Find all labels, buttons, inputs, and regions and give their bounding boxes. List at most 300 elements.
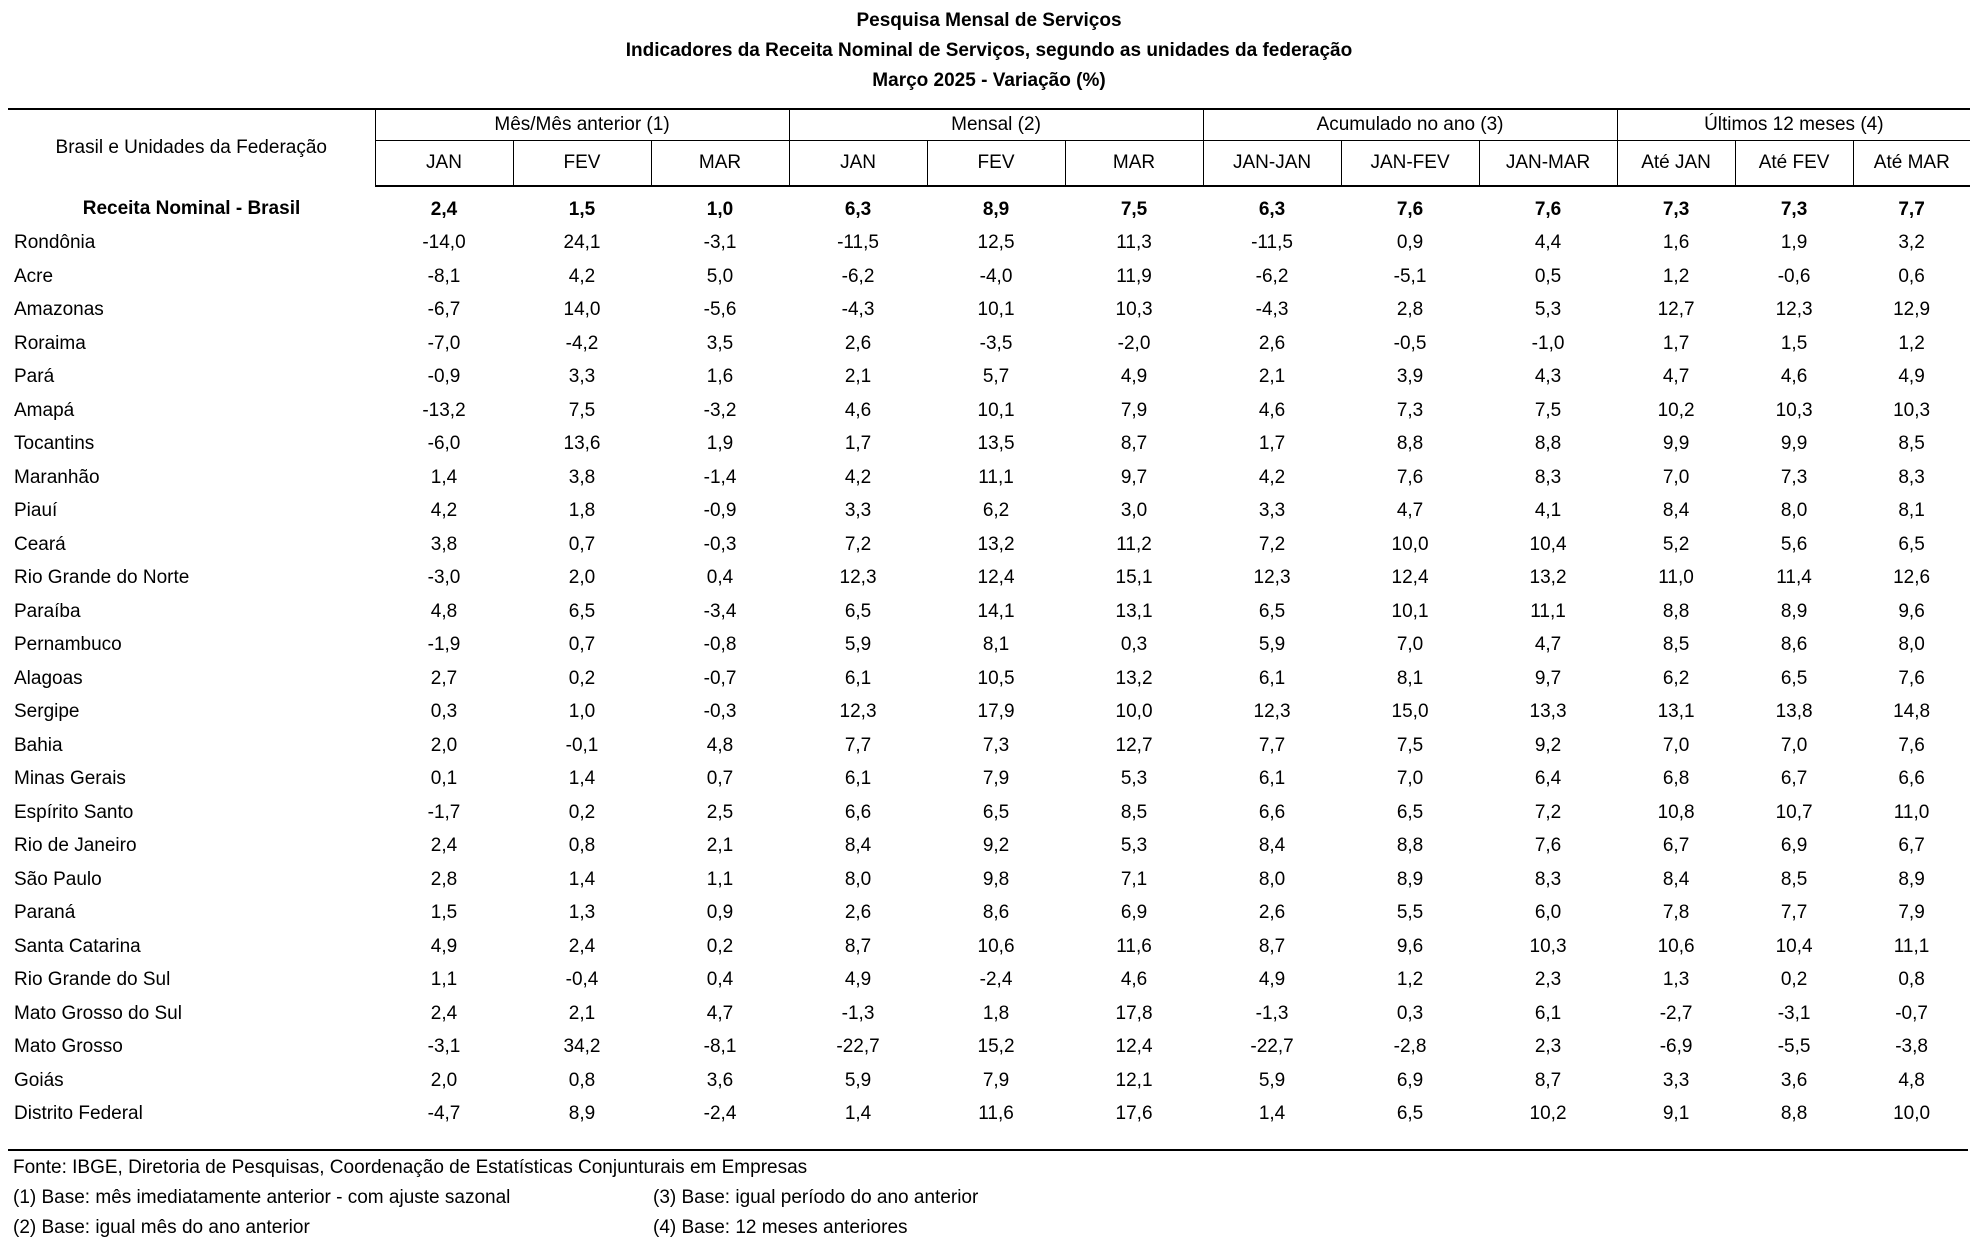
table-cell: 9,1: [1662, 1103, 1690, 1125]
table-cell: 6,0: [1534, 902, 1562, 924]
table-cell: 4,9: [1258, 969, 1286, 991]
table-cell: 4,2: [844, 466, 872, 488]
table-cell: 4,2: [568, 265, 596, 287]
row-label: Tocantins: [14, 433, 95, 455]
header-group-mensal: Mensal (2): [789, 109, 1203, 141]
table-footer: [13, 1153, 979, 1243]
table-cell: -6,2: [1255, 265, 1289, 287]
table-cell: 8,3: [1534, 868, 1562, 890]
table-cell: 10,3: [1115, 299, 1153, 321]
table-cell: 6,3: [1258, 198, 1286, 220]
table-cell: 4,8: [706, 734, 734, 756]
table-cell: 1,7: [1662, 332, 1690, 354]
table-row: [8, 227, 1970, 261]
table-cell: 5,9: [844, 634, 872, 656]
table-cell: 2,4: [430, 835, 458, 857]
table-cell: 4,9: [1120, 366, 1148, 388]
table-cell: 15,1: [1115, 567, 1153, 589]
table-cell: 1,5: [1780, 332, 1808, 354]
table-cell: 4,1: [1534, 500, 1562, 522]
table-cell: 17,6: [1115, 1103, 1153, 1125]
row-label: Ceará: [14, 533, 66, 555]
table-cell: 11,6: [1116, 935, 1152, 957]
table-cell: 11,0: [1893, 801, 1930, 823]
table-row: [8, 863, 1970, 897]
header-group-row: [8, 109, 1970, 141]
table-cell: 1,4: [568, 768, 596, 790]
row-label: Receita Nominal - Brasil: [82, 198, 301, 220]
table-row: [8, 897, 1970, 931]
table-cell: 11,1: [1530, 600, 1566, 622]
table-cell: 15,0: [1391, 701, 1429, 723]
row-label: Rondônia: [14, 232, 96, 254]
table-cell: 10,1: [1391, 600, 1429, 622]
table-cell: 0,7: [706, 768, 734, 790]
table-cell: -1,4: [703, 466, 737, 488]
row-label: Amazonas: [14, 299, 104, 321]
table-cell: -22,7: [1250, 1036, 1294, 1058]
table-cell: 13,2: [977, 533, 1015, 555]
title-line-2: Indicadores da Receita Nominal de Serviços, segundo as unidades da federação: [625, 40, 1353, 61]
table-cell: 3,0: [1120, 500, 1148, 522]
table-row: [8, 595, 1970, 629]
table-cell: 6,9: [1396, 1069, 1424, 1091]
table-row: [8, 327, 1970, 361]
row-label: Santa Catarina: [14, 935, 141, 957]
table-cell: 9,7: [1120, 466, 1148, 488]
table-row: [8, 562, 1970, 596]
table-cell: 5,3: [1534, 299, 1562, 321]
table-cell: 7,3: [982, 734, 1010, 756]
row-label: Minas Gerais: [14, 768, 126, 790]
table-cell: 9,9: [1662, 433, 1690, 455]
table-cell: 12,3: [1253, 567, 1291, 589]
table-cell: 7,9: [1898, 902, 1925, 924]
row-label: Pará: [14, 366, 55, 388]
table-cell: 4,7: [1662, 366, 1690, 388]
table-cell: 9,9: [1780, 433, 1808, 455]
table-cell: 8,6: [982, 902, 1010, 924]
table-cell: 7,0: [1662, 466, 1690, 488]
table-cell: -0,4: [565, 969, 599, 991]
table-cell: -6,7: [427, 299, 461, 321]
table-row: [8, 696, 1970, 730]
table-cell: 14,1: [977, 600, 1015, 622]
table-cell: 6,5: [1898, 533, 1925, 555]
row-label: Pernambuco: [14, 634, 122, 656]
table-cell: 7,2: [1534, 801, 1562, 823]
table-cell: 0,4: [706, 969, 734, 991]
table-cell: 13,5: [977, 433, 1015, 455]
table-cell: 4,9: [430, 935, 458, 957]
table-row: [8, 629, 1970, 663]
table-cell: 0,3: [1120, 634, 1148, 656]
table-cell: -4,3: [841, 299, 875, 321]
table-cell: 0,8: [568, 1069, 596, 1091]
table-cell: 1,2: [1396, 969, 1424, 991]
table-cell: 0,2: [706, 935, 734, 957]
table-cell: 1,9: [1780, 232, 1808, 254]
table-cell: 11,3: [1116, 232, 1152, 254]
table-cell: 9,6: [1396, 935, 1424, 957]
table-cell: 8,8: [1534, 433, 1562, 455]
table-cell: 10,4: [1529, 533, 1567, 555]
table-cell: 0,2: [1780, 969, 1808, 991]
table-cell: 7,5: [1120, 198, 1148, 220]
table-cell: 12,7: [1115, 734, 1153, 756]
table-cell: 1,4: [568, 868, 596, 890]
table-row: [8, 528, 1970, 562]
table-cell: 5,7: [982, 366, 1010, 388]
table-cell: -11,5: [837, 232, 879, 254]
table-cell: -6,2: [841, 265, 875, 287]
table-cell: 12,4: [1115, 1036, 1153, 1058]
table-cell: 8,8: [1396, 433, 1424, 455]
table-cell: 1,3: [568, 902, 596, 924]
table-cell: -2,0: [1117, 332, 1151, 354]
row-label: Sergipe: [14, 701, 80, 723]
table-cell: 3,6: [706, 1069, 734, 1091]
table-cell: 5,5: [1396, 902, 1424, 924]
table-cell: 10,2: [1657, 399, 1695, 421]
table-cell: -0,6: [1777, 265, 1811, 287]
table-cell: 1,2: [1662, 265, 1690, 287]
table-cell: 8,5: [1120, 801, 1148, 823]
table-cell: 9,2: [982, 835, 1010, 857]
table-row: [8, 1031, 1970, 1065]
table-cell: 6,3: [844, 198, 872, 220]
table-cell: 0,3: [1396, 1002, 1424, 1024]
table-cell: 0,3: [430, 701, 458, 723]
table-cell: 4,7: [1396, 500, 1424, 522]
header-group-mes-mes-anterior: Mês/Mês anterior (1): [375, 109, 789, 141]
table-cell: 8,4: [1662, 868, 1690, 890]
table-cell: 4,3: [1534, 366, 1562, 388]
table-cell: -4,7: [427, 1103, 461, 1125]
footnote-1: (1) Base: mês imediatamente anterior - com ajuste sazonal: [13, 1187, 511, 1208]
table-cell: 11,4: [1776, 567, 1812, 589]
table-cell: 6,5: [1396, 1103, 1424, 1125]
table-cell: 0,9: [706, 902, 734, 924]
table-cell: 7,1: [1120, 868, 1148, 890]
table-cell: 8,8: [1780, 1103, 1808, 1125]
table-cell: 9,6: [1898, 600, 1925, 622]
table-cell: 1,1: [430, 969, 458, 991]
table-cell: 0,9: [1396, 232, 1424, 254]
table-cell: -2,4: [979, 969, 1013, 991]
table-cell: 8,1: [1898, 500, 1925, 522]
table-cell: 1,0: [706, 198, 734, 220]
table-cell: 7,7: [1780, 902, 1808, 924]
table-cell: 7,6: [1534, 198, 1562, 220]
table-row: [8, 495, 1970, 529]
row-label: Espírito Santo: [14, 801, 134, 823]
table-cell: 2,6: [844, 902, 872, 924]
table-cell: 2,5: [706, 801, 734, 823]
header-group-acumulado: Acumulado no ano (3): [1203, 109, 1617, 141]
table-cell: 2,8: [430, 868, 458, 890]
table-cell: 7,3: [1780, 198, 1808, 220]
table-cell: 7,6: [1396, 198, 1424, 220]
table-cell: 10,5: [977, 667, 1015, 689]
table-cell: 0,8: [568, 835, 596, 857]
table-cell: 3,8: [568, 466, 596, 488]
table-cell: 7,2: [844, 533, 872, 555]
table-cell: 13,1: [1115, 600, 1153, 622]
data-table: [8, 108, 1970, 1131]
table-cell: 8,7: [1534, 1069, 1562, 1091]
table-row: [8, 428, 1970, 462]
table-cell: 10,0: [1115, 701, 1153, 723]
table-cell: 8,0: [1258, 868, 1286, 890]
table-cell: -0,7: [703, 667, 737, 689]
table-cell: 13,2: [1115, 667, 1153, 689]
table-cell: 12,3: [1253, 701, 1291, 723]
table-cell: 7,6: [1396, 466, 1424, 488]
table-cell: 8,8: [1396, 835, 1424, 857]
header-sub-col: JAN: [789, 141, 927, 187]
table-cell: 7,9: [1120, 399, 1148, 421]
table-cell: 9,7: [1534, 667, 1562, 689]
table-cell: 10,7: [1775, 801, 1813, 823]
row-label: Mato Grosso do Sul: [14, 1002, 182, 1024]
table-cell: 4,9: [1898, 366, 1925, 388]
footnote-4: (4) Base: 12 meses anteriores: [653, 1217, 908, 1238]
table-cell: 4,2: [1258, 466, 1286, 488]
table-cell: 7,0: [1396, 768, 1424, 790]
table-cell: 3,3: [844, 500, 872, 522]
table-cell: 3,3: [1258, 500, 1286, 522]
table-cell: 7,6: [1898, 734, 1925, 756]
table-cell: 1,1: [706, 868, 734, 890]
table-cell: 8,9: [568, 1103, 596, 1125]
table-cell: 6,9: [1780, 835, 1808, 857]
table-cell: 6,5: [982, 801, 1010, 823]
report-titles: [0, 0, 1978, 96]
table-body: [8, 186, 1970, 1131]
table-row-brasil: [8, 186, 1970, 227]
table-cell: 1,7: [844, 433, 872, 455]
table-cell: 1,5: [568, 198, 596, 220]
table-cell: 5,2: [1662, 533, 1690, 555]
table-cell: 8,7: [844, 935, 872, 957]
table-cell: 4,6: [844, 399, 872, 421]
table-cell: 2,0: [430, 1069, 458, 1091]
table-cell: 1,7: [1258, 433, 1286, 455]
header-group-ultimos-12: Últimos 12 meses (4): [1617, 109, 1970, 141]
title-line-3: Março 2025 - Variação (%): [872, 70, 1106, 91]
table-cell: 10,1: [977, 399, 1015, 421]
table-row: [8, 997, 1970, 1031]
table-cell: 8,9: [1898, 868, 1925, 890]
table-row: [8, 930, 1970, 964]
table-cell: 6,4: [1534, 768, 1562, 790]
table-cell: 8,9: [1396, 868, 1424, 890]
row-label: Goiás: [14, 1069, 64, 1091]
table-cell: 6,2: [1662, 667, 1690, 689]
table-cell: 13,1: [1657, 701, 1695, 723]
table-row: [8, 294, 1970, 328]
table-cell: -1,0: [1531, 332, 1565, 354]
table-cell: 1,5: [430, 902, 458, 924]
table-cell: 0,7: [568, 533, 596, 555]
table-cell: 8,4: [844, 835, 872, 857]
table-cell: -5,1: [1393, 265, 1427, 287]
table-cell: 13,3: [1529, 701, 1567, 723]
table-cell: 3,3: [1662, 1069, 1690, 1091]
table-cell: 17,9: [977, 701, 1015, 723]
table-cell: 11,9: [1116, 265, 1152, 287]
header-sub-col: JAN: [375, 141, 513, 187]
table-cell: -4,3: [1255, 299, 1289, 321]
table-cell: 2,4: [430, 198, 458, 220]
table-cell: 6,6: [844, 801, 872, 823]
table-cell: 15,2: [977, 1036, 1015, 1058]
table-cell: -4,2: [565, 332, 599, 354]
table-cell: 5,9: [1258, 1069, 1286, 1091]
table-cell: -2,4: [703, 1103, 737, 1125]
table-cell: -3,8: [1895, 1036, 1928, 1058]
table-cell: 3,5: [706, 332, 734, 354]
table-cell: 4,6: [1780, 366, 1808, 388]
table-cell: 8,9: [1780, 600, 1808, 622]
table-cell: 17,8: [1115, 1002, 1153, 1024]
table-cell: -3,1: [1777, 1002, 1811, 1024]
table-cell: 5,9: [844, 1069, 872, 1091]
table-cell: 1,4: [844, 1103, 872, 1125]
table-cell: 0,2: [568, 667, 596, 689]
table-cell: 10,2: [1529, 1103, 1567, 1125]
table-cell: 4,7: [1534, 634, 1562, 656]
table-cell: -8,1: [703, 1036, 737, 1058]
table-cell: 2,6: [1258, 332, 1286, 354]
table-cell: 8,5: [1662, 634, 1690, 656]
table-cell: 7,8: [1662, 902, 1690, 924]
table-cell: 1,0: [568, 701, 596, 723]
table-cell: 14,0: [563, 299, 601, 321]
table-cell: -6,9: [1659, 1036, 1693, 1058]
table-row: [8, 729, 1970, 763]
table-cell: 2,8: [1396, 299, 1424, 321]
table-cell: 10,8: [1657, 801, 1695, 823]
table-cell: -11,5: [1251, 232, 1293, 254]
row-label: Amapá: [14, 399, 75, 421]
table-cell: 0,1: [430, 768, 458, 790]
table-cell: 7,3: [1396, 399, 1424, 421]
table-cell: 8,8: [1662, 600, 1690, 622]
table-cell: -0,5: [1393, 332, 1427, 354]
table-row: [8, 830, 1970, 864]
table-cell: -7,0: [427, 332, 461, 354]
table-cell: 10,0: [1391, 533, 1429, 555]
table-cell: 12,4: [977, 567, 1015, 589]
table-bottom-rule: [8, 1149, 1968, 1151]
table-cell: 7,7: [1898, 198, 1925, 220]
table-cell: 12,9: [1893, 299, 1931, 321]
table-cell: -1,9: [427, 634, 461, 656]
table-cell: 0,8: [1898, 969, 1925, 991]
row-label: Mato Grosso: [14, 1036, 123, 1058]
table-cell: 1,3: [1662, 969, 1690, 991]
table-cell: 10,4: [1775, 935, 1813, 957]
header-sub-col: JAN-MAR: [1479, 141, 1617, 187]
table-cell: -0,7: [1895, 1002, 1928, 1024]
table-row: [8, 361, 1970, 395]
row-label: Bahia: [14, 734, 63, 756]
table-cell: 12,3: [1775, 299, 1813, 321]
table-cell: 3,2: [1898, 232, 1925, 254]
table-cell: -4,0: [979, 265, 1013, 287]
table-cell: 0,5: [1534, 265, 1562, 287]
table-cell: 4,8: [430, 600, 458, 622]
header-sub-col: Até MAR: [1853, 141, 1970, 187]
table-cell: 10,6: [1657, 935, 1695, 957]
table-cell: 4,8: [1898, 1069, 1925, 1091]
table-cell: 6,1: [844, 667, 872, 689]
table-cell: -2,7: [1659, 1002, 1693, 1024]
table-cell: 10,3: [1529, 935, 1567, 957]
table-cell: 7,2: [1258, 533, 1286, 555]
table-cell: 6,1: [1534, 1002, 1562, 1024]
table-cell: 7,9: [982, 768, 1010, 790]
table-cell: 6,2: [982, 500, 1010, 522]
table-cell: 1,6: [706, 366, 734, 388]
header-sub-col: FEV: [927, 141, 1065, 187]
table-cell: -3,1: [427, 1036, 461, 1058]
table-cell: 8,3: [1898, 466, 1925, 488]
table-cell: 7,5: [1534, 399, 1562, 421]
table-cell: 12,6: [1893, 567, 1931, 589]
header-sub-col: MAR: [1065, 141, 1203, 187]
table-cell: 2,1: [1258, 366, 1286, 388]
table-cell: 6,7: [1780, 768, 1808, 790]
table-cell: 7,7: [844, 734, 872, 756]
table-cell: 8,7: [1258, 935, 1286, 957]
table-cell: 10,1: [977, 299, 1015, 321]
table-cell: 9,8: [982, 868, 1010, 890]
table-cell: 12,1: [1115, 1069, 1153, 1091]
table-cell: 6,6: [1898, 768, 1925, 790]
footnote-3: (3) Base: igual período do ano anterior: [653, 1187, 979, 1208]
table-cell: 2,0: [568, 567, 596, 589]
table-cell: -0,8: [703, 634, 737, 656]
table-cell: 8,4: [1662, 500, 1690, 522]
table-cell: 2,6: [844, 332, 872, 354]
table-cell: 6,1: [1258, 768, 1286, 790]
row-label: Rio de Janeiro: [14, 835, 137, 857]
table-cell: -0,1: [565, 734, 599, 756]
table-cell: 13,2: [1529, 567, 1567, 589]
table-cell: 2,4: [430, 1002, 458, 1024]
table-cell: 2,1: [844, 366, 872, 388]
table-cell: 4,7: [706, 1002, 734, 1024]
table-cell: 6,5: [1258, 600, 1286, 622]
table-cell: -13,2: [422, 399, 466, 421]
table-cell: 1,8: [568, 500, 596, 522]
table-cell: 14,8: [1893, 701, 1931, 723]
table-cell: 10,0: [1893, 1103, 1931, 1125]
table-cell: -3,1: [703, 232, 737, 254]
table-cell: 7,0: [1662, 734, 1690, 756]
table-cell: 11,1: [978, 466, 1014, 488]
table-cell: -1,3: [1255, 1002, 1289, 1024]
table-cell: 1,4: [1258, 1103, 1286, 1125]
table-cell: 10,3: [1775, 399, 1813, 421]
row-label: Alagoas: [14, 667, 83, 689]
table-cell: -8,1: [427, 265, 461, 287]
table-cell: -3,5: [979, 332, 1013, 354]
table-cell: 12,3: [839, 567, 877, 589]
